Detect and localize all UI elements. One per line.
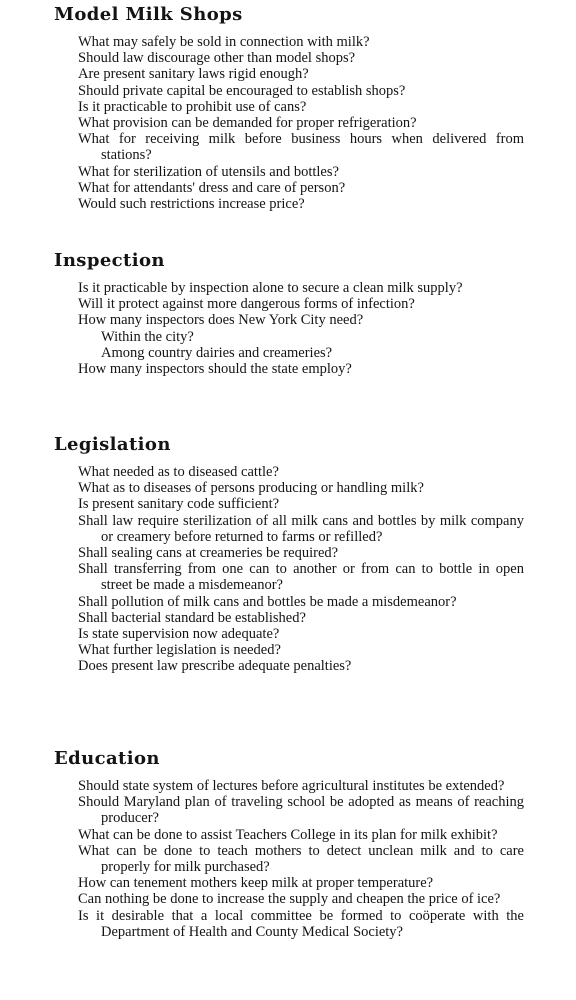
question-subitem: Among country dairies and creameries? [101, 344, 333, 361]
question-subitem: Within the city? [101, 328, 194, 345]
question-item: What for receiving milk before business hours when delivered from stations? [78, 131, 524, 164]
question-item: Shall pollution of milk cans and bottles be made a misdemeanor? [78, 593, 457, 610]
question-item: What can be done to teach mothers to detect unclean milk and to care properly for milk purchased? [78, 842, 524, 876]
question-item: What for attendants' dress and care of person? [78, 179, 346, 196]
question-item: What needed as to diseased cattle? [78, 464, 279, 480]
question-item: Should law discourage other than model shops? [78, 50, 356, 67]
question-item: Would such restrictions increase price? [78, 196, 305, 213]
section-heading: Model Milk Shops [54, 4, 243, 25]
question-item: Shall law require sterilization of all milk cans and bottles by milk company or creamery before returned to farms or refilled? [78, 512, 524, 545]
question-item: Can nothing be done to increase the supply and cheapen the price of ice? [78, 891, 501, 908]
question-item: How can tenement mothers keep milk at proper temperature? [78, 875, 434, 892]
question-item: Is it desirable that a local committee be formed to coöperate with the Department of Health and County Medical Society? [78, 907, 524, 940]
question-item: Is present sanitary code sufficient? [78, 496, 280, 513]
question-item: Shall transferring from one can to another or from can to bottle in open street be made a misdemeanor? [78, 561, 524, 594]
question-item: Should Maryland plan of traveling school be adopted as means of reaching producer? [78, 794, 524, 827]
section-heading: Education [54, 748, 160, 769]
question-item: What further legislation is needed? [78, 642, 281, 659]
question-list [78, 34, 524, 212]
question-item: Will it protect against more dangerous forms of infection? [78, 296, 415, 313]
question-item: How many inspectors does New York City need? [78, 312, 364, 329]
question-item: Shall bacterial standard be established? [78, 609, 306, 626]
question-list [78, 280, 524, 377]
question-list [78, 778, 524, 940]
question-item: Does present law prescribe adequate penalties? [78, 658, 352, 675]
question-item: Should state system of lectures before agricultural institutes be extended? [78, 778, 505, 794]
question-item: What may safely be sold in connection with milk? [78, 34, 370, 50]
question-item: Is state supervision now adequate? [78, 626, 280, 643]
question-item: Are present sanitary laws rigid enough? [78, 66, 309, 83]
section-heading: Inspection [54, 250, 165, 271]
question-item: What as to diseases of persons producing or handling milk? [78, 480, 424, 497]
question-item: Should private capital be encouraged to establish shops? [78, 82, 406, 99]
question-item: Shall sealing cans at creameries be required? [78, 545, 339, 562]
question-item: What provision can be demanded for proper refrigeration? [78, 115, 417, 132]
question-item: What for sterilization of utensils and bottles? [78, 163, 339, 180]
question-item: Is it practicable by inspection alone to secure a clean milk supply? [78, 280, 463, 296]
question-item: What can be done to assist Teachers College in its plan for milk exhibit? [78, 826, 498, 843]
question-list [78, 464, 524, 675]
question-item: How many inspectors should the state employ? [78, 361, 352, 378]
question-item: Is it practicable to prohibit use of cans? [78, 98, 307, 115]
section-heading: Legislation [54, 434, 171, 455]
